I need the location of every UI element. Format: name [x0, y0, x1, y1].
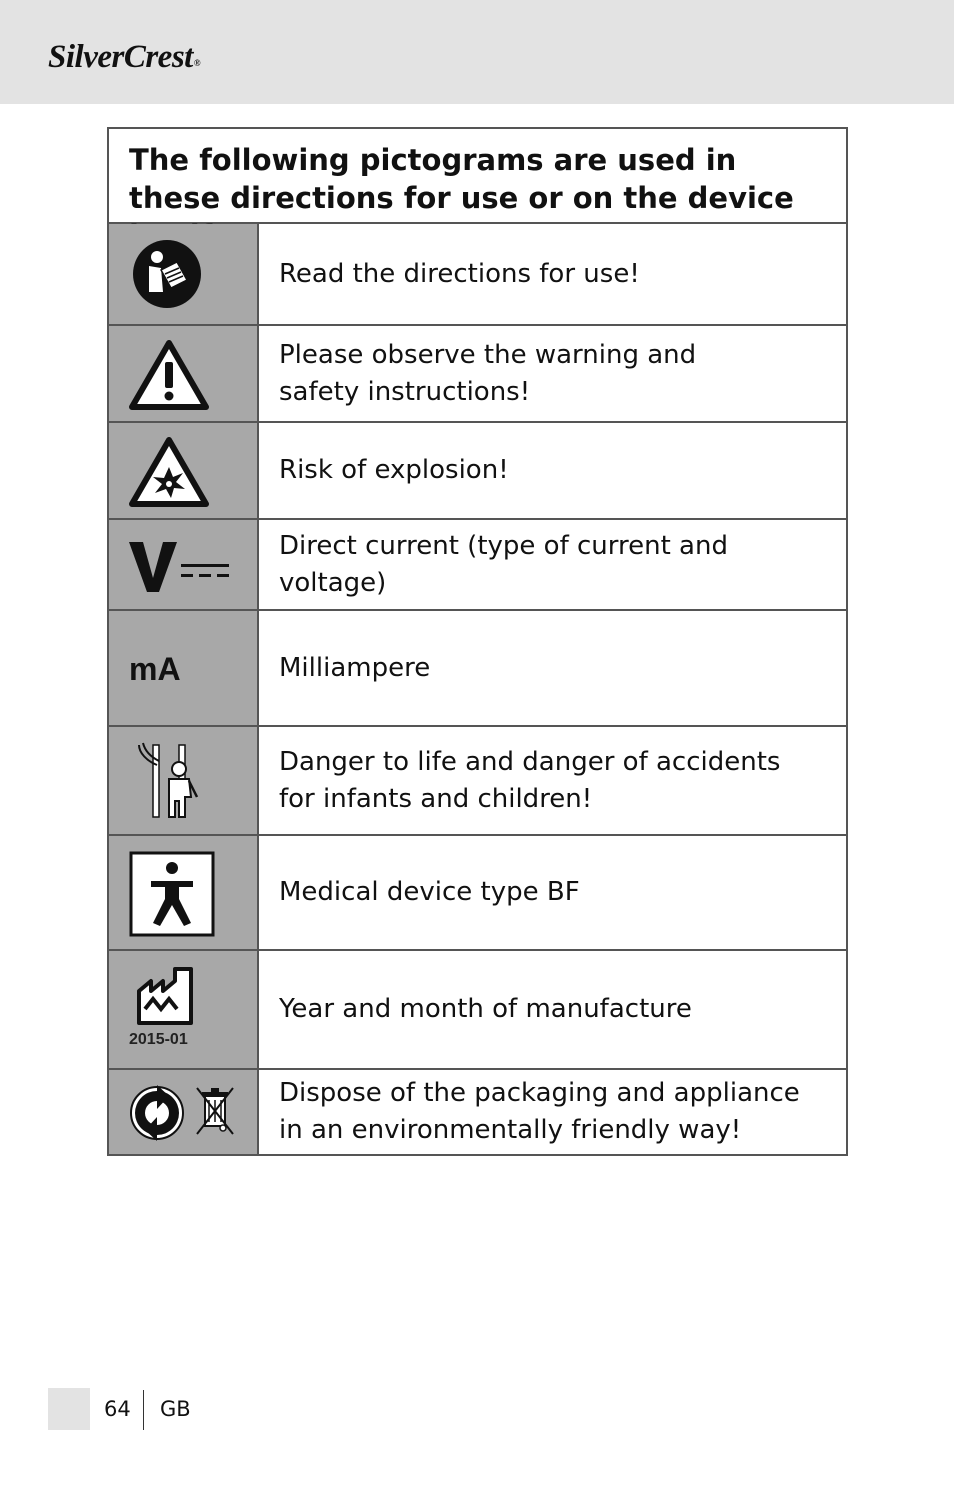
row-text: [259, 326, 846, 421]
type-bf-icon: [129, 851, 215, 937]
row-text: [259, 611, 846, 725]
pictogram-table: [107, 127, 848, 1156]
row-text: [259, 520, 846, 609]
table-row: [109, 224, 846, 326]
row-text: [259, 727, 846, 834]
table-title: The following pictograms are used in these directions for use or on the device: [109, 129, 846, 224]
table-row: [109, 1070, 846, 1154]
icon-cell: [109, 951, 259, 1068]
table-row: [109, 423, 846, 520]
language-code: GB: [160, 1397, 191, 1421]
child-danger-icon: [135, 741, 205, 821]
row-line: Year and month of manufacture: [279, 994, 692, 1024]
icon-cell: [109, 326, 259, 421]
icon-cell: [109, 1070, 259, 1154]
page-header: [0, 0, 954, 104]
table-row: [109, 326, 846, 423]
row-text: [259, 1070, 846, 1154]
table-row: [109, 727, 846, 836]
table-row: [109, 836, 846, 951]
page-number: 64: [104, 1397, 131, 1421]
icon-cell: [109, 836, 259, 949]
row-line: for infants and children!: [279, 783, 593, 814]
manufacture-date: 2015-01: [129, 1031, 188, 1048]
icon-cell: [109, 423, 259, 518]
row-line: Dispose of the packaging and appliance: [279, 1078, 800, 1108]
table-row: [109, 611, 846, 727]
icon-cell: [109, 611, 259, 725]
brand-name: SilverCrest: [48, 39, 193, 75]
row-line: Medical device type BF: [279, 877, 580, 907]
row-line: Milliampere: [279, 652, 431, 683]
green-dot-icon: [129, 1085, 185, 1141]
read-manual-icon: [131, 238, 203, 310]
row-text: [259, 423, 846, 518]
row-line: Please observe the warning and: [279, 339, 697, 370]
row-line: safety instructions!: [279, 376, 531, 407]
table-row: [109, 951, 846, 1070]
icon-cell: [109, 520, 259, 609]
explosion-icon: [129, 437, 209, 507]
factory-icon: [135, 965, 195, 1027]
footer-divider: [143, 1390, 144, 1430]
warning-triangle-icon: [129, 340, 209, 410]
icon-cell: [109, 224, 259, 324]
crossed-bin-icon: [193, 1086, 237, 1136]
row-line: in an environmentally friendly way!: [279, 1115, 742, 1145]
brand-logo: [48, 37, 200, 77]
row-text: [259, 836, 846, 949]
footer-tab: [48, 1388, 90, 1430]
icon-cell: [109, 727, 259, 834]
row-line: Direct current (type of current and voltage): [279, 530, 728, 598]
row-line: Read the directions for use!: [279, 258, 640, 289]
registered-mark: ®: [193, 58, 201, 68]
row-line: Danger to life and danger of accidents: [279, 746, 781, 777]
row-text: [259, 224, 846, 324]
row-line: Risk of explosion!: [279, 455, 509, 485]
table-row: [109, 520, 846, 611]
direct-current-icon: [127, 538, 237, 598]
milliampere-symbol: mA: [129, 651, 181, 687]
row-text: [259, 951, 846, 1068]
